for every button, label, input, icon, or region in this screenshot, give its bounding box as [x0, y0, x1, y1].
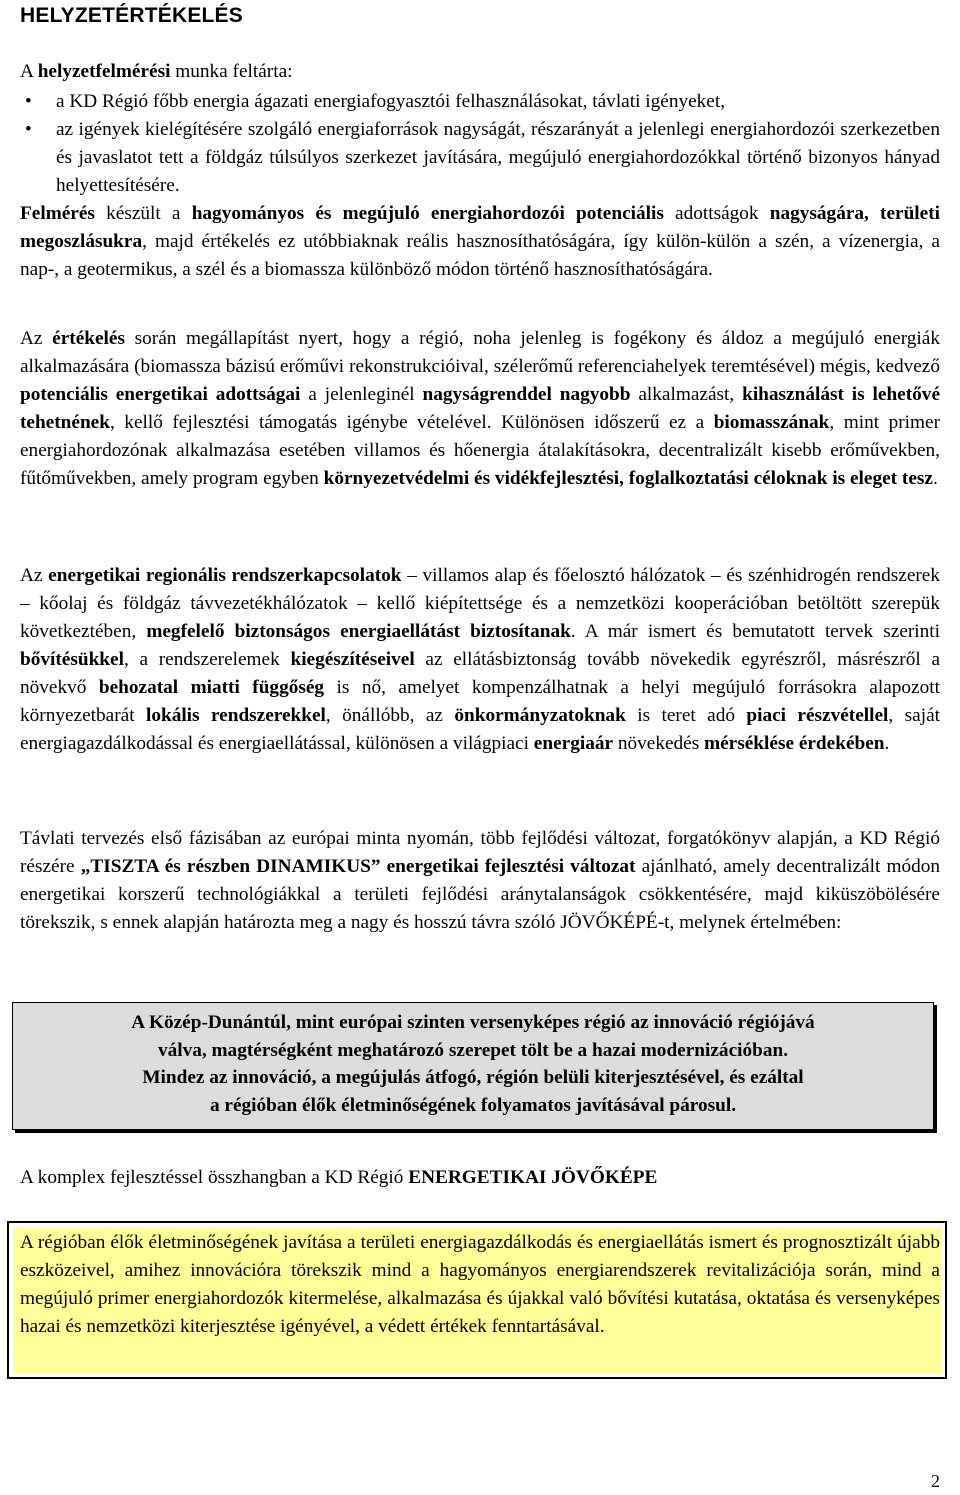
bullet-icon: •: [25, 91, 32, 112]
vision-line: a régióban élők életminőségének folyamatos javításával párosul.: [209, 1094, 737, 1116]
text-run: ajánlható, amely decentralizált módon energetikai korszerű technológiákkal a területi fejlődési aránytalanságok csökkentésére, majd kiküszöbölésére törekszik, s ennek alapján határozta meg a nagy és hosszú távra szóló JÖVŐKÉPÉ-t, melynek értelmében:: [20, 856, 941, 933]
bold-phrase: értékelés: [52, 328, 125, 349]
bold-phrase: nagyságrenddel nagyobb: [422, 384, 631, 405]
text-run: növekedés: [613, 733, 705, 754]
text-run: adottságok: [663, 203, 770, 224]
text-run: során megállapítást nyert, hogy a régió, noha jelenleg is fogékony és áldoz a megújuló energiák alkalmazására (biomassza bázisú erőművi rekonstrukcióival, szélerőmű referenciahelyek teremtésével) mégis, kedvező: [20, 328, 940, 377]
text-run: – villamos alap és főelosztó hálózatok – és szénhidrogén rendszerek – kőolaj és földgáz távvezetékhálózatok – kellő kiépítettsége és a nemzetközi kooperációban betöltött szerepük következtében,: [20, 565, 941, 642]
bold-phrase: piaci részvétellel: [746, 705, 889, 726]
text-run: , kellő fejlesztési támogatás igénybe vételével. Különösen időszerű ez a: [109, 412, 714, 433]
page-number: 2: [931, 1471, 940, 1491]
paragraph-evaluation: [20, 325, 940, 493]
text-run: A komplex fejlesztéssel összhangban a KD Régió: [20, 1167, 409, 1188]
intro-post: munka feltárta:: [170, 61, 293, 82]
bold-phrase: bővítésükkel: [20, 649, 124, 670]
text-run: . A már ismert és bemutatott tervek szerinti: [570, 621, 941, 642]
bold-phrase: behozatal miatti függőség: [98, 677, 325, 698]
bullet-text: a KD Régió főbb energia ágazati energiafogyasztói felhasználásokat, távlati igényeket,: [56, 91, 726, 112]
bold-phrase: kiegészítéseivel: [290, 649, 415, 670]
text-run: is nő, amelyet kompenzálhatnak a helyi megújuló forrásokra alapozott környezetbarát: [20, 677, 940, 726]
text-run: alkalmazást,: [630, 384, 743, 405]
bold-phrase: megfelelő biztonságos energiaellátást biztosítanak: [146, 621, 571, 642]
paragraph-long-term-planning: [20, 825, 940, 937]
bold-phrase: hagyományos és megújuló energiahordozói potenciális: [191, 203, 664, 224]
text-run: , a rendszerelemek: [123, 649, 291, 670]
bold-phrase: önkormányzatoknak: [454, 705, 626, 726]
intro-line: [20, 58, 940, 86]
bullet-list: [20, 88, 940, 200]
text-run: Az: [20, 328, 53, 349]
paragraph-system-connections: [20, 562, 940, 758]
vision-line: válva, magtérségként meghatározó szerepet tölt be a hazai modernizációban.: [157, 1039, 789, 1061]
bold-phrase: „TISZTA és részben DINAMIKUS” energetikai fejlesztési változat: [80, 856, 636, 877]
energy-vision-text: A régióban élők életminőségének javítása a területi energiagazdálkodás és energiaellátás ismert és prognosztizált újabb eszközeivel, amihez innovációra törekszik mind a hagyományos energiarendszerek revitalizációja során, mind a megújuló primer energiahordozók kitermelése, alkalmazása és újakkal való bővítési kutatása, oktatása és versenyképes hazai és nemzetközi kiterjesztése igényével, a védett értékek fenntartásával.: [20, 1232, 940, 1337]
text-run: .: [884, 733, 890, 754]
text-run: .: [932, 468, 938, 489]
intro-pre: A: [20, 61, 38, 82]
text-run: , mint primer energiahordozónak alkalmazása esetében villamos és hőenergia átalakításokra, decentralizált kisebb erőművekben, fűtőművekben, amely program egyben: [20, 412, 940, 489]
bold-phrase: kihasználást is lehetővé tehetnének: [20, 384, 940, 433]
text-run: , önállóbb, az: [325, 705, 455, 726]
bullet-item: [20, 116, 940, 200]
text-run: Az: [20, 565, 49, 586]
paragraph-survey: [20, 200, 940, 284]
bold-phrase: Felmérés: [20, 203, 95, 224]
bold-phrase: biomasszának: [713, 412, 830, 433]
bold-phrase: lokális rendszerekkel: [145, 705, 326, 726]
bold-phrase: környezetvédelmi és vidékfejlesztési, foglalkoztatási céloknak is eleget tesz: [323, 468, 933, 489]
bold-phrase: nagyságára, területi megoszlásukra: [20, 203, 940, 252]
text-run: is teret adó: [625, 705, 747, 726]
page-heading: HELYZETÉRTÉKELÉS: [20, 4, 243, 27]
text-run: , majd értékelés ez utóbbiaknak reális hasznosíthatóságára, így külön-külön a szén, a vízenergia, a nap-, a geotermikus, a szél és a biomassza különböző módon történő hasznosíthatóságára.: [20, 231, 940, 280]
intro-bold: helyzetfelmérési: [37, 61, 171, 82]
text-run: Távlati tervezés első fázisában az európai minta nyomán, több fejlődési változat, forgatókönyv alapján, a KD Régió részére: [20, 828, 940, 877]
text-run: , saját energiagazdálkodással és energiaellátással, különösen a világpiaci: [20, 705, 940, 754]
bullet-item: [20, 88, 940, 116]
vision-line: A Közép-Dunántúl, mint európai szinten versenyképes régió az innováció régiójává: [131, 1012, 815, 1033]
bullet-icon: •: [25, 119, 32, 140]
bold-phrase: energiaár: [533, 733, 614, 754]
bold-phrase: ENERGETIKAI JÖVŐKÉPE: [408, 1167, 658, 1188]
text-run: készült a: [94, 203, 192, 224]
bullet-text: az igények kielégítésére szolgáló energiaforrások nagyságát, részarányát a jelenlegi energiahordozói szerkezetben és javaslatot tett a földgáz túlsúlyos szerkezet javítására, megújuló energiahordozókkal történő bizonyos hányad helyettesítésére.: [56, 119, 940, 196]
text-run: a jelenleginél: [300, 384, 423, 405]
bold-phrase: mérséklése érdekében: [704, 733, 885, 754]
text-run: az ellátásbiztonság tovább növekedik egyrészről, másrészről a növekvő: [20, 649, 940, 698]
bold-phrase: potenciális energetikai adottságai: [20, 384, 301, 405]
vision-text: [12, 1009, 934, 1119]
bold-phrase: energetikai regionális rendszerkapcsolatok: [48, 565, 402, 586]
vision-line: Mindez az innováció, a megújulás átfogó, régión belüli kiterjesztésével, és ezáltal: [142, 1067, 804, 1088]
energy-vision-heading: [20, 1164, 940, 1192]
